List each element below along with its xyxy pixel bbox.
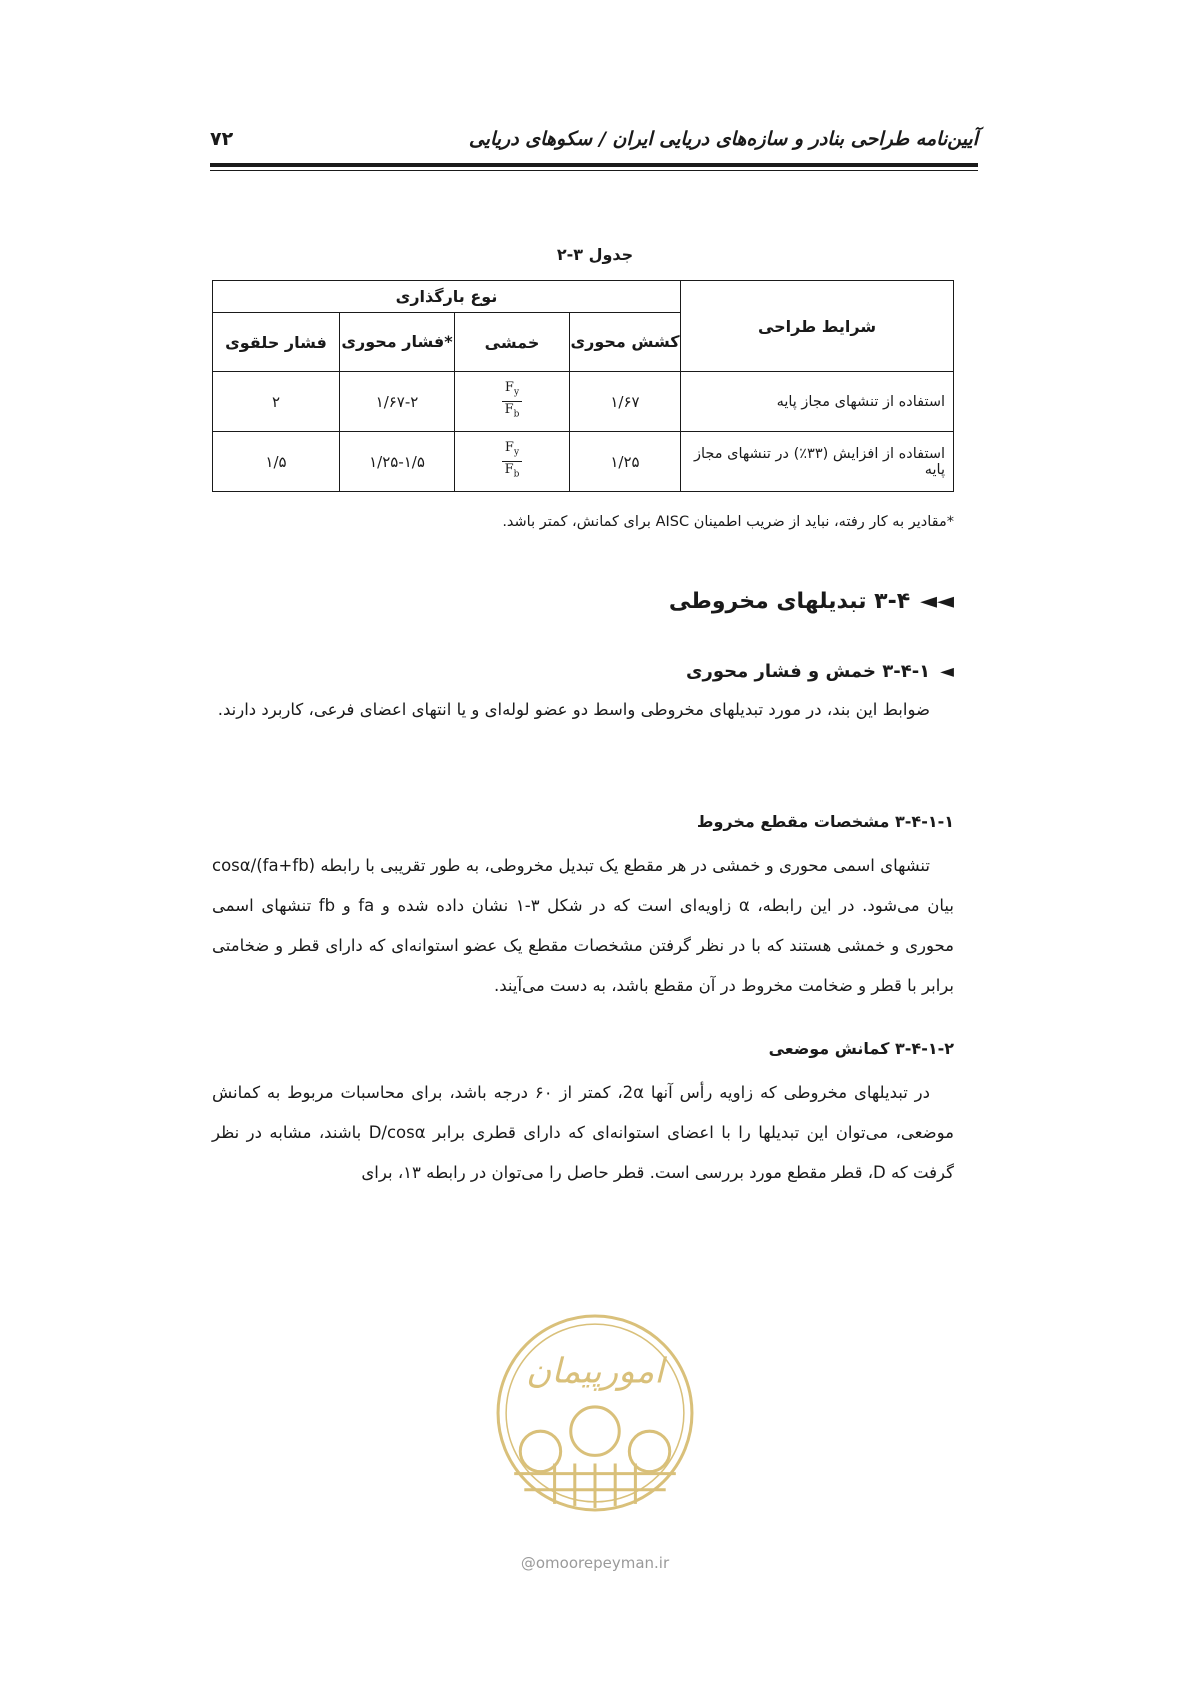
fraction-fy-fb: $\frac{F_y}{F_b}$ xyxy=(502,440,523,482)
fraction-fy-fb: $\frac{F_y}{F_b}$ xyxy=(502,380,523,422)
item1-paragraph: تنشهای اسمی محوری و خمشی در هر مقطع یک تبدیل مخروطی، به طور تقریبی با رابطه (fa+fb)/cosα بیان می‌شود. در این رابطه، α زاویه‌ای است که در شکل ۳-۱ نشان داده شده و fa و fb تنشهای اسمی محوری و خمشی هستند که با در نظر گرفتن مشخصات مقطع یک عضو استوانه‌ای که دارای قطر و ضخامتی برابر با قطر و ضخامت مخروط در آن مقطع باشد، به دست می‌آیند. xyxy=(212,856,954,995)
watermark-logo xyxy=(494,1312,696,1514)
header-axial-tension: کشش محوری xyxy=(570,313,681,372)
table-footnote: *مقادیر به کار رفته، نباید از ضریب اطمینان AISC برای کمانش، کمتر باشد. xyxy=(502,514,954,530)
cell-bending xyxy=(455,372,570,432)
cell-tension: ۱/۶۷ xyxy=(570,372,681,432)
item2-paragraph: در تبدیلهای مخروطی که زاویه رأس آنها 2α، کمتر از ۶۰ درجه باشد، برای محاسبات مربوط به کمانش موضعی، می‌توان این تبدیلها را با اعضای استوانه‌ای که دارای قطری برابر D/cosα باشند، مشابه در نظر گرفت که D، قطر مقطع مورد بررسی است. قطر حاصل را می‌توان در رابطه ۱۳، برای xyxy=(212,1083,954,1182)
cell-tension: ۱/۲۵ xyxy=(570,432,681,492)
watermark-url: @omoorepeyman.ir xyxy=(520,1554,670,1572)
cell-hoop: ۱/۵ xyxy=(213,432,340,492)
cell-condition: استفاده از تنشهای مجاز پایه xyxy=(681,372,954,432)
header-bending: خمشی xyxy=(455,313,570,372)
cell-axial: ۱/۶۷-۲ xyxy=(340,372,455,432)
item2-heading: ۳-۴-۱-۲ کمانش موضعی xyxy=(768,1039,954,1058)
header-rule-thin xyxy=(210,170,978,171)
header-title: آیین‌نامه طراحی بنادر و سازه‌های دریایی ایران / سکوهای دریایی xyxy=(468,128,978,150)
subsection-paragraph: ضوابط این بند، در مورد تبدیلهای مخروطی واسط دو عضو لوله‌ای و یا انتهای اعضای فرعی، کاربرد دارند. xyxy=(217,700,930,719)
item1-heading: ۳-۴-۱-۱ مشخصات مقطع مخروط xyxy=(696,812,954,831)
table-row xyxy=(213,372,954,432)
header-design-conditions: شرایط طراحی xyxy=(681,281,954,372)
table-row xyxy=(213,432,954,492)
table-caption: جدول ۳-۲ xyxy=(556,245,634,264)
header-axial-compression: *فشار محوری xyxy=(340,313,455,372)
running-header xyxy=(210,128,978,158)
page-number: ۷۲ xyxy=(210,128,234,150)
arrow-icon: ◄ xyxy=(940,661,954,682)
header-loading-type: نوع بارگذاری xyxy=(213,281,681,313)
cell-hoop: ۲ xyxy=(213,372,340,432)
safety-factor-table xyxy=(212,280,954,492)
cell-condition: استفاده از افزایش (۳۳٪) در تنشهای مجاز پایه xyxy=(681,432,954,492)
cell-axial: ۱/۲۵-۱/۵ xyxy=(340,432,455,492)
header-hoop-compression: فشار حلقوی xyxy=(213,313,340,372)
header-rule-thick xyxy=(210,163,978,167)
double-arrow-icon: ◄◄ xyxy=(920,589,954,614)
section-heading: ◄◄۳-۴ تبدیلهای مخروطی xyxy=(668,589,954,614)
logo-text: امورپیمان xyxy=(526,1351,664,1392)
subsection-heading: ◄۳-۴-۱ خمش و فشار محوری xyxy=(686,661,954,682)
cell-bending xyxy=(455,432,570,492)
